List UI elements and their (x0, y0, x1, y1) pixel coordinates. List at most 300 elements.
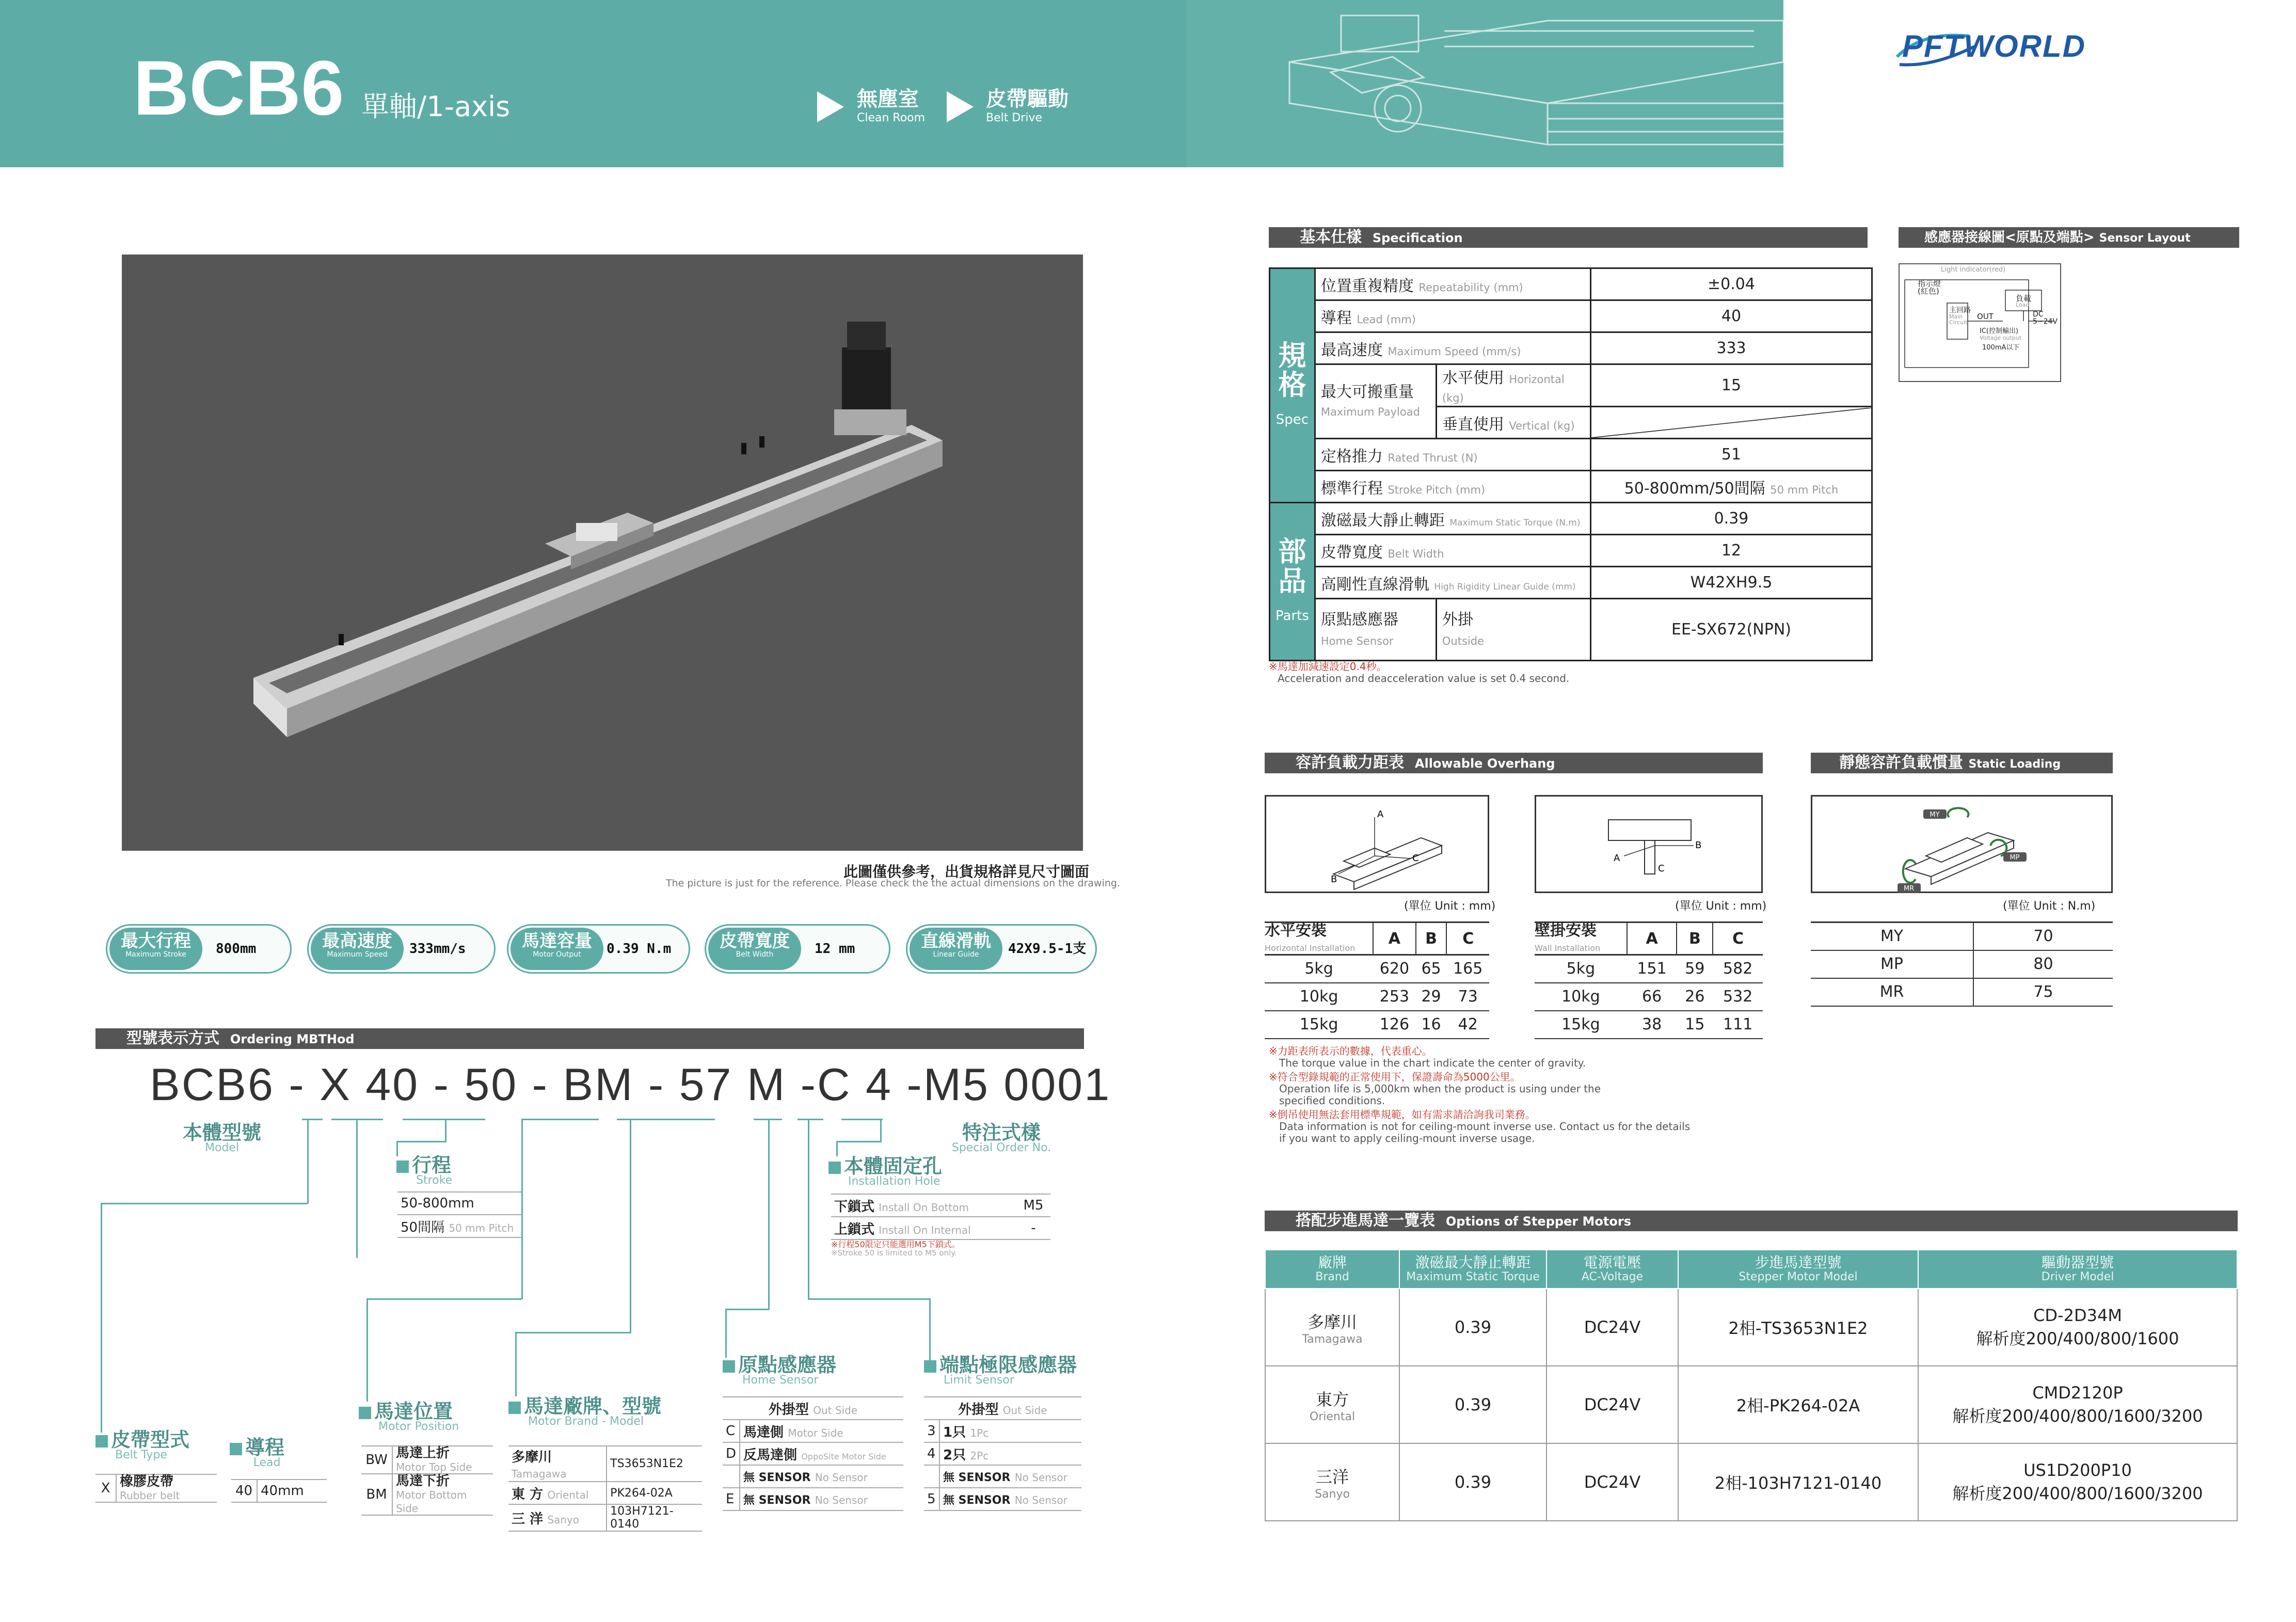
table-cell: 50間隔 (401, 1219, 445, 1235)
table-cell: 582 (1713, 955, 1763, 983)
label-en: Lead (253, 1456, 281, 1469)
spec-row-label (1315, 535, 1590, 567)
table-row (1811, 923, 2113, 950)
connector-line (808, 1298, 931, 1300)
spec-value-empty (1591, 407, 1872, 439)
table-cell: D (723, 1442, 740, 1465)
heading-en: Ordering MBTHod (230, 1032, 355, 1046)
connector-line (841, 1119, 883, 1120)
table-cell-en: No Sensor (815, 1471, 868, 1484)
label-zh: 皮帶寬度 (1320, 543, 1383, 562)
spec-row-label (1315, 364, 1436, 439)
table-cell-en: Tamagawa (512, 1468, 567, 1480)
table-row (1811, 978, 2113, 1006)
label-en: Model (204, 1141, 240, 1154)
label-zh: 原點感應器 (1320, 610, 1398, 629)
table-cell: 2相-TS3653N1E2 (1678, 1289, 1918, 1366)
diagram-label: 指示燈(紅色) (1918, 279, 1941, 296)
table-cell: MY (1811, 923, 1973, 950)
highlight-label: 最大行程 (121, 931, 191, 951)
label-en: Stroke (416, 1174, 453, 1187)
connector-line (630, 1119, 631, 1333)
label-en: Lead (mm) (1357, 313, 1416, 326)
home-sensor-table (723, 1396, 903, 1511)
heading-zh: 型號表示方式 (126, 1029, 219, 1047)
spec-value: W42XH9.5 (1591, 567, 1872, 599)
table-cell: 4 (924, 1442, 939, 1465)
heading-zh: 靜態容許負載慣量 (1839, 754, 1963, 772)
table-cell-en: Oriental (547, 1488, 589, 1501)
spec-value: 12 (1591, 535, 1872, 567)
feature-belt-drive: 皮帶驅動 (986, 87, 1069, 111)
col-header-zh: 步進馬達型號 (1755, 1254, 1842, 1271)
table-cell: DC24V (1546, 1289, 1678, 1366)
feature-clean-room: 無塵室 (857, 87, 919, 111)
label-en: Maximum Static Torque (N.m) (1449, 517, 1581, 528)
diagram-axis-a: A (1377, 809, 1384, 820)
table-cell: 橡膠皮帶 (120, 1474, 174, 1489)
spec-note-en: Acceleration and deacceleration value is set 0.4 second. (1278, 672, 1570, 685)
label-zh: 行程 (412, 1154, 452, 1176)
highlight-label-en: Maximum Stroke (125, 950, 187, 959)
driver-model: CD-2D34M (2033, 1306, 2122, 1326)
table-cell: 2相-103H7121-0140 (1678, 1443, 1918, 1521)
table-row (1535, 955, 1763, 983)
highlight-belt-width (705, 924, 890, 974)
table-cell-en: Install On Internal (879, 1223, 971, 1236)
spec-note: ※馬達加減速設定0.4秒。 (1269, 660, 1387, 673)
table-cell: 16 (1416, 1011, 1447, 1039)
table-cell: 15 (1677, 1011, 1713, 1039)
spec-row-label (1315, 268, 1590, 300)
group-label: 規格 (1278, 339, 1306, 402)
connector-line (798, 1119, 823, 1120)
label-en: Special Order No. (951, 1141, 1051, 1154)
motor-brand-label (508, 1396, 661, 1427)
highlight-motor-output (507, 924, 690, 974)
spec-value (1591, 471, 1872, 503)
table-cell: 無 SENSOR (943, 1493, 1011, 1507)
bullet-square (924, 1360, 936, 1373)
table-cell-en: 1Pc (970, 1426, 989, 1439)
bullet-square (723, 1360, 735, 1373)
label-en: Outside (1442, 634, 1484, 647)
sensor-wiring-diagram (1899, 263, 2061, 382)
spec-row-label (1436, 364, 1590, 407)
col-header: B (1677, 923, 1713, 955)
diagram-label: IC(控制輸出) (1980, 327, 2019, 335)
table-cell: 253 (1373, 983, 1416, 1011)
stroke-table (397, 1191, 521, 1238)
connector-line (307, 1119, 309, 1204)
diagram-axis-c: C (1412, 853, 1419, 864)
label-en: High Rigidity Linear Guide (mm) (1434, 581, 1576, 592)
table-cell (1265, 1366, 1399, 1443)
col-header: C (1446, 923, 1489, 955)
motor-position-label (359, 1402, 459, 1433)
table-cell-en: Sanyo (547, 1513, 580, 1526)
diagram-label: Voltage output (1980, 335, 2022, 341)
diagram-label: 主回路 (1949, 306, 1971, 314)
heading-en: Options of Stepper Motors (1445, 1214, 1631, 1229)
table-cell (1918, 1366, 2237, 1443)
connector-line (445, 1119, 447, 1142)
limit-sensor-label (924, 1355, 1077, 1386)
table-row (1265, 983, 1489, 1011)
bullet-square (230, 1443, 242, 1455)
table-cell: 26 (1677, 983, 1713, 1011)
table-cell: BM (361, 1474, 392, 1515)
spec-row-label (1436, 407, 1590, 439)
label-en: Motor Brand - Model (528, 1415, 644, 1428)
connector-line (515, 1332, 517, 1396)
heading-zh: 感應器接線圖<原點及端點> (1924, 230, 2095, 245)
model-label (160, 1123, 284, 1154)
table-cell: 2只 (943, 1447, 966, 1463)
connector-line (515, 1332, 631, 1333)
table-cell-en: No Sensor (1014, 1493, 1067, 1506)
diagram-axis-b: B (1331, 874, 1337, 885)
label-zh: 皮帶型式 (111, 1428, 190, 1451)
heading-en: Allowable Overhang (1414, 756, 1555, 771)
spec-row-label (1315, 471, 1590, 503)
connector-line (836, 1141, 838, 1156)
table-cell: DC24V (1546, 1366, 1678, 1443)
bullet-square (359, 1407, 371, 1419)
spec-value: 51 (1591, 439, 1872, 471)
note: ※倒吊使用無法套用標準規範，如有需求請洽詢我司業務。 (1269, 1108, 1536, 1121)
highlight-value: 12 mm (815, 941, 855, 957)
connector-line (880, 1119, 882, 1142)
mr-tag-label: MR (1903, 885, 1915, 893)
label-en: Vertical (kg) (1509, 419, 1575, 432)
table-cell: 反馬達側 (743, 1447, 798, 1463)
connector-line (768, 1119, 770, 1310)
table-cell: 15kg (1535, 1011, 1627, 1039)
label-zh: 定格推力 (1320, 447, 1383, 466)
diagram-axis-c: C (1658, 863, 1665, 874)
diagram-axis-a: A (1614, 853, 1620, 864)
page-title: BCB6 (133, 44, 344, 131)
ordering-heading (95, 1028, 1084, 1049)
table-cell: 50-800mm (397, 1192, 521, 1215)
spec-value: 0.39 (1591, 503, 1872, 535)
table-cell (723, 1465, 740, 1488)
group-label-en: Spec (1275, 411, 1309, 427)
bullet-square (95, 1435, 108, 1448)
label-zh: 最高速度 (1320, 341, 1383, 359)
table-cell: 151 (1627, 955, 1677, 983)
table-cell: 103H7121-0140 (607, 1504, 702, 1531)
table-cell: 80 (1973, 950, 2113, 978)
install-hole-table (831, 1194, 1050, 1240)
table-cell-en: No Sensor (1014, 1471, 1067, 1484)
label-zh: 本體固定孔 (844, 1155, 943, 1178)
label-zh: 特注式樣 (962, 1121, 1041, 1144)
heading-en: Specification (1372, 231, 1463, 245)
spec-row-label (1315, 599, 1436, 661)
note-en: ※Stroke 50 is limited to M5 only. (831, 1248, 957, 1258)
table-cell (1265, 1443, 1399, 1521)
connector-line (396, 1141, 398, 1156)
table-cell: 15kg (1265, 1011, 1373, 1039)
table-cell: 126 (1373, 1011, 1416, 1039)
table-cell-en: Motor Top Side (396, 1461, 472, 1473)
motors-heading (1265, 1211, 2238, 1231)
label-en: Home Sensor (1320, 634, 1394, 647)
label-zh: 馬達廠牌、型號 (524, 1395, 662, 1418)
col-header-zh: 驅動器型號 (2041, 1254, 2114, 1271)
limit-sensor-table (924, 1396, 1081, 1511)
note: ※符合型錄規範的正常使用下，保證壽命為5000公里。 (1269, 1071, 1521, 1083)
label-zh: 標準行程 (1320, 479, 1383, 498)
spec-row-label (1436, 599, 1590, 661)
col-header (1546, 1250, 1678, 1289)
spec-value: ±0.04 (1591, 268, 1872, 300)
spec-value: 40 (1591, 300, 1872, 332)
table-cell: 5kg (1265, 955, 1373, 983)
brand-name-en: Oriental (1309, 1410, 1356, 1423)
wall-overhang-table (1535, 921, 1763, 1039)
brand-logo (1902, 28, 2086, 64)
table-cell: 10kg (1535, 983, 1627, 1011)
driver-resolution: 解析度200/400/800/1600 (1976, 1329, 2179, 1348)
feature-belt-drive-en: Belt Drive (986, 112, 1043, 124)
table-cell: 馬達下折 (396, 1473, 450, 1489)
table-cell-en: No Sensor (815, 1493, 868, 1506)
connector-line (836, 1141, 882, 1142)
photo-caption-en: The picture is just for the reference. Please check the the actual dimensions on the drawing. (665, 878, 1120, 889)
label-en: Home Sensor (742, 1374, 819, 1387)
table-cell-en: Out Side (1002, 1404, 1047, 1417)
table-row (1265, 1289, 2237, 1366)
connector-line (617, 1119, 715, 1120)
diagram-label: 100mA以下 (1982, 344, 2020, 352)
label-en: Maximum Speed (mm/s) (1388, 345, 1521, 358)
belt-type-label (95, 1430, 189, 1461)
unit-label: (單位 Unit : mm) (1404, 900, 1496, 913)
table-row (1265, 1366, 2237, 1443)
table-cell: 東 方 (512, 1486, 544, 1502)
heading-zh: 容許負載力距表 (1296, 754, 1404, 772)
label-en: Installation Hole (848, 1175, 940, 1188)
table-cell: 0.39 (1399, 1443, 1546, 1521)
spec-value: 15 (1591, 364, 1872, 407)
connector-line (356, 1119, 358, 1258)
table-cell: 無 SENSOR (943, 1471, 1011, 1484)
static-moment-heading (1811, 753, 2113, 793)
table-cell-en: Rubber belt (120, 1489, 180, 1502)
table-cell: C (723, 1420, 740, 1442)
motor-position-table (361, 1445, 493, 1516)
label-en: Horizontal (kg) (1442, 373, 1565, 404)
connector-line (521, 1119, 523, 1299)
connector-line (725, 1309, 727, 1358)
table-row (1265, 1443, 2237, 1521)
table-cell: 無 SENSOR (743, 1471, 811, 1484)
play-arrow-icon (817, 91, 844, 122)
label-zh: 水平使用 (1442, 369, 1504, 387)
col-header-zh: 激磁最大靜止轉距 (1415, 1254, 1531, 1271)
heading-en: Static Loading Moment (1839, 758, 2061, 793)
table-title-en: Horizontal Installation (1265, 943, 1356, 953)
spec-row-label (1315, 503, 1590, 535)
note-en: Operation life is 5,000km when the product is using under the specified conditions. (1279, 1083, 1601, 1107)
note: ※力距表所表示的數據，代表重心。 (1269, 1045, 1432, 1057)
motors-table (1265, 1249, 2238, 1521)
unit-label: (單位 Unit : mm) (1675, 900, 1767, 913)
col-header-en: Maximum Static Torque (1406, 1270, 1540, 1283)
highlight-label: 直線滑軌 (921, 931, 991, 951)
motor-brand-table (508, 1445, 702, 1532)
horizontal-overhang-diagram (1265, 795, 1489, 893)
table-cell: 70 (1973, 923, 2113, 950)
bullet-square (396, 1160, 409, 1173)
install-hole-label (828, 1156, 942, 1187)
spec-group-spec (1270, 268, 1315, 503)
table-title: 水平安裝 (1265, 921, 1327, 940)
static-moment-table (1811, 921, 2113, 1007)
col-header: B (1416, 923, 1447, 955)
highlight-max-speed (307, 924, 496, 974)
label-zh: 最大可搬重量 (1320, 383, 1414, 401)
table-cell: 3 (924, 1420, 939, 1442)
table-cell: 下鎖式 (834, 1199, 875, 1215)
table-cell: 多摩川 (512, 1450, 552, 1465)
label-zh: 位置重複精度 (1320, 277, 1414, 295)
table-cell: 620 (1373, 955, 1416, 983)
table-cell: 59 (1677, 955, 1713, 983)
table-cell: 馬達側 (743, 1424, 784, 1440)
driver-resolution: 解析度200/400/800/1600/3200 (1952, 1406, 2203, 1426)
diagram-axis-b: B (1695, 840, 1702, 851)
connector-line (396, 1141, 447, 1142)
table-cell: 38 (1627, 1011, 1677, 1039)
col-header-zh: 廠牌 (1317, 1254, 1347, 1271)
label-en: Limit Sensor (944, 1374, 1014, 1387)
connector-line (808, 1119, 809, 1299)
belt-type-table (95, 1474, 217, 1503)
highlight-label-en: Linear Guide (933, 950, 979, 959)
connector-line (521, 1119, 599, 1120)
my-tag-label: MY (1930, 811, 1940, 819)
label-zh: 外掛 (1442, 610, 1473, 629)
spec-row-label (1315, 332, 1590, 364)
driver-model: CMD2120P (2032, 1383, 2123, 1403)
label-en: Rated Thrust (N) (1388, 451, 1478, 464)
connector-line (403, 1119, 485, 1120)
table-cell: E (723, 1488, 740, 1510)
table-cell: 42 (1446, 1011, 1489, 1039)
table-cell: 三 洋 (512, 1511, 544, 1527)
order-code: BCB6 - X 40 - 50 - BM - 57 M -C 4 -M5 0001 (150, 1059, 1111, 1110)
connector-line (302, 1119, 323, 1120)
highlight-value: 333mm/s (409, 941, 466, 957)
diagram-label: Main Circuit (1949, 313, 1968, 326)
highlight-label: 皮帶寬度 (720, 931, 790, 951)
label-zh: 激磁最大靜止轉距 (1320, 511, 1445, 530)
table-cell: 10kg (1265, 983, 1373, 1011)
label-zh: 本體型號 (182, 1121, 261, 1144)
group-label: 部品 (1278, 535, 1306, 598)
spec-value: EE-SX672(NPN) (1591, 599, 1872, 661)
col-header-en: AC-Voltage (1581, 1270, 1644, 1283)
table-cell-en: OppoSite Motor Side (801, 1451, 886, 1461)
table-cell: 111 (1713, 1011, 1763, 1039)
col-header-en: Brand (1315, 1270, 1349, 1283)
table-cell: TS3653N1E2 (607, 1446, 702, 1482)
label-en: Maximum Payload (1320, 405, 1420, 418)
table-cell: 5 (924, 1488, 939, 1510)
table-cell: 66 (1627, 983, 1677, 1011)
table-cell: DC24V (1546, 1443, 1678, 1521)
table-cell: 532 (1713, 983, 1763, 1011)
value-en: 50 mm Pitch (1770, 483, 1839, 496)
table-row (1811, 950, 2113, 978)
table-cell-en: 50 mm Pitch (449, 1221, 514, 1234)
label-zh: 高剛性直線滑軌 (1320, 575, 1429, 594)
brand-name-en: Tamagawa (1302, 1332, 1363, 1346)
heading-zh: 搭配步進馬達一覽表 (1296, 1212, 1435, 1230)
driver-model: US1D200P10 (2023, 1460, 2132, 1481)
table-cell (1918, 1443, 2237, 1521)
label-en: Motor Position (378, 1420, 459, 1433)
table-cell: MR (1811, 978, 1973, 1006)
label-zh: 導程 (245, 1436, 285, 1459)
table-cell (1265, 1289, 1399, 1366)
spec-group-parts (1270, 503, 1315, 661)
table-cell: 上鎖式 (834, 1221, 875, 1237)
col-header-en: Driver Model (2041, 1270, 2114, 1283)
value-text: 50-800mm/50間隔 (1624, 479, 1765, 498)
table-cell: 73 (1446, 983, 1489, 1011)
bullet-square (508, 1402, 521, 1414)
table-cell: 5kg (1535, 955, 1627, 983)
table-cell: 29 (1416, 983, 1447, 1011)
lead-table (231, 1479, 327, 1503)
col-header (1265, 1250, 1399, 1289)
logo-text: PFTWORLD (1902, 29, 2086, 63)
highlight-label: 最高速度 (322, 931, 392, 951)
table-row (1535, 1011, 1763, 1039)
label-zh: 垂直使用 (1442, 415, 1504, 434)
brand-name: 東方 (1315, 1389, 1349, 1409)
col-header (1399, 1250, 1546, 1289)
home-sensor-label (723, 1355, 836, 1386)
table-cell: 75 (1973, 978, 2113, 1006)
col-header: C (1713, 923, 1763, 955)
heading-zh: 基本仕樣 (1300, 228, 1362, 246)
play-arrow-icon (947, 91, 974, 122)
note: ※行程50限定只能選用M5下鎖式。 (831, 1239, 960, 1249)
label-zh: 馬達位置 (374, 1400, 453, 1423)
table-cell: 40 (231, 1480, 257, 1502)
diagram-label: Load (2016, 301, 2030, 308)
sensor-layout-heading (1899, 227, 2239, 248)
connector-line (101, 1203, 102, 1433)
table-cell: PK264-02A (607, 1482, 702, 1504)
table-cell: X (95, 1474, 116, 1502)
highlight-value: 0.39 N.m (607, 941, 672, 957)
diagram-label: OUT (1977, 312, 1994, 321)
overhang-notes (1269, 1045, 1733, 1144)
table-cell: 0.39 (1399, 1366, 1546, 1443)
spec-row-label (1315, 439, 1590, 471)
table-cell: 1只 (943, 1424, 966, 1440)
label-en: Stroke Pitch (mm) (1388, 483, 1486, 496)
special-order-label (929, 1123, 1074, 1154)
table-cell: MP (1811, 950, 1973, 978)
